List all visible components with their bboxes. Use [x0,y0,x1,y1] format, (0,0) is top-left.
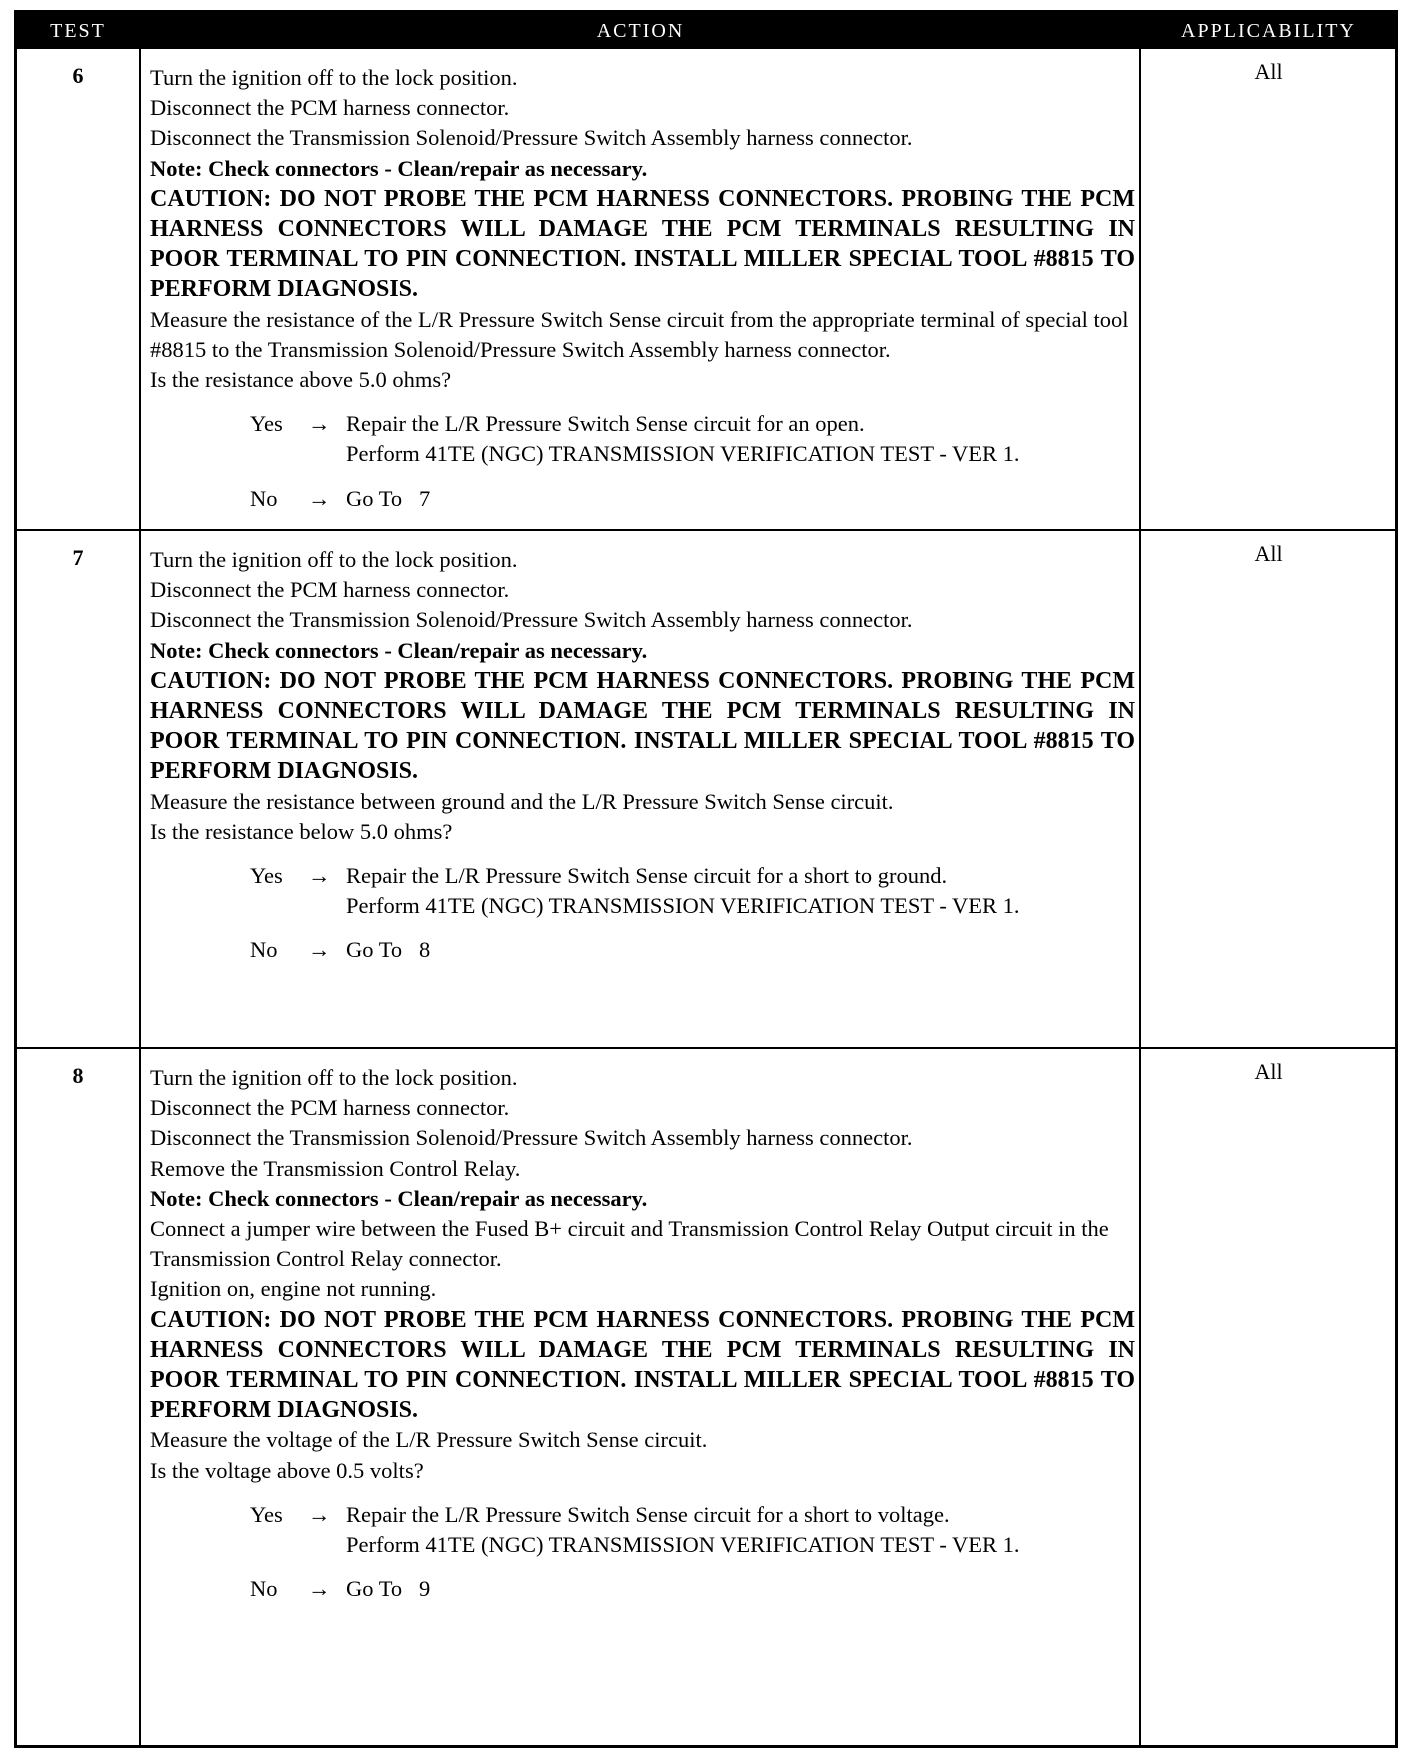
table-row-test-7 [17,531,1395,1047]
step: Disconnect the PCM harness connector. [150,95,510,121]
no-action: Go To 8 [346,937,431,963]
action-cell [150,1063,1135,1604]
step: Turn the ignition off to the lock position. [150,1065,518,1090]
test-number: 6 [72,63,84,88]
step: Disconnect the PCM harness connector. [150,577,510,603]
outcome-no [150,1574,1135,1604]
diagnostic-table [14,10,1398,1748]
no-action: Go To 9 [346,1576,431,1602]
caution: CAUTION: DO NOT PROBE THE PCM HARNESS CONNECTORS. PROBING THE PCM HARNESS CONNECTORS WILL DAMAGE THE PCM TERMINALS RESULTING IN POOR TERMINAL TO PIN CONNECTION. INSTALL MILLER SPECIAL TOOL #8815 TO PERFORM DIAGNOSIS. [150,667,1135,785]
step: Turn the ignition off to the lock position. [150,65,518,90]
step: Remove the Transmission Control Relay. [150,1155,521,1181]
measure-step: Measure the resistance of the L/R Pressure Switch Sense circuit from the appropriate terminal of special tool #8815 to the Transmission Solenoid/Pressure Switch Assembly harness connector. [150,306,1129,362]
header-action: ACTION [596,20,685,42]
yes-action: Repair the L/R Pressure Switch Sense circuit for a short to ground. [346,863,948,889]
outcome-yes [150,409,1135,469]
measure-step: Measure the resistance between ground and the L/R Pressure Switch Sense circuit. [150,788,894,814]
step: Disconnect the PCM harness connector. [150,1095,510,1121]
action-cell [150,63,1135,514]
applicability: All [1254,1059,1283,1084]
header-applicability: APPLICABILITY [1181,20,1356,42]
yes-verify: Perform 41TE (NGC) TRANSMISSION VERIFICATION TEST - VER 1. [346,893,1020,919]
step: Disconnect the Transmission Solenoid/Pressure Switch Assembly harness connector. [150,125,913,151]
step: Disconnect the Transmission Solenoid/Pressure Switch Assembly harness connector. [150,1125,913,1151]
arrow-icon: → [308,1576,331,1602]
yes-verify: Perform 41TE (NGC) TRANSMISSION VERIFICATION TEST - VER 1. [346,441,1020,467]
applicability: All [1254,541,1283,566]
no-label: No [250,485,278,511]
caution: CAUTION: DO NOT PROBE THE PCM HARNESS CONNECTORS. PROBING THE PCM HARNESS CONNECTORS WILL DAMAGE THE PCM TERMINALS RESULTING IN POOR TERMINAL TO PIN CONNECTION. INSTALL MILLER SPECIAL TOOL #8815 TO PERFORM DIAGNOSIS. [150,185,1135,303]
arrow-icon: → [308,937,331,963]
outcome-yes [150,861,1135,921]
test-number: 7 [72,545,84,570]
no-label: No [250,1576,278,1602]
applicability: All [1254,59,1283,84]
yes-verify: Perform 41TE (NGC) TRANSMISSION VERIFICATION TEST - VER 1. [346,1532,1020,1558]
action-cell [150,545,1135,966]
yes-label: Yes [250,863,283,889]
table-header [17,13,1395,49]
step: Turn the ignition off to the lock position. [150,547,518,572]
yes-action: Repair the L/R Pressure Switch Sense circuit for an open. [346,411,865,437]
caution: CAUTION: DO NOT PROBE THE PCM HARNESS CONNECTORS. PROBING THE PCM HARNESS CONNECTORS WILL DAMAGE THE PCM TERMINALS RESULTING IN POOR TERMINAL TO PIN CONNECTION. INSTALL MILLER SPECIAL TOOL #8815 TO PERFORM DIAGNOSIS. [150,1306,1135,1424]
test-number: 8 [72,1063,84,1088]
outcome-no [150,935,1135,965]
arrow-icon: → [308,1501,331,1527]
note: Note: Check connectors - Clean/repair as necessary. [150,637,648,663]
step: Ignition on, engine not running. [150,1276,437,1302]
arrow-icon: → [308,485,331,511]
question: Is the resistance below 5.0 ohms? [150,818,453,844]
note: Note: Check connectors - Clean/repair as necessary. [150,155,648,181]
arrow-icon: → [308,863,331,889]
yes-label: Yes [250,1501,283,1527]
question: Is the voltage above 0.5 volts? [150,1457,424,1483]
yes-label: Yes [250,411,283,437]
outcome-no [150,484,1135,514]
table-row-test-6 [17,49,1395,529]
outcome-yes [150,1500,1135,1560]
yes-action: Repair the L/R Pressure Switch Sense circuit for a short to voltage. [346,1501,950,1527]
step: Disconnect the Transmission Solenoid/Pressure Switch Assembly harness connector. [150,607,913,633]
no-label: No [250,937,278,963]
no-action: Go To 7 [346,485,431,511]
arrow-icon: → [308,411,331,437]
measure-step: Measure the voltage of the L/R Pressure Switch Sense circuit. [150,1427,708,1453]
note: Note: Check connectors - Clean/repair as necessary. [150,1185,648,1211]
question: Is the resistance above 5.0 ohms? [150,367,452,393]
step: Connect a jumper wire between the Fused B+ circuit and Transmission Control Relay Output circuit in the Transmission Control Relay connector. [150,1216,1109,1272]
table-row-test-8 [17,1049,1395,1745]
header-test: TEST [50,20,106,42]
